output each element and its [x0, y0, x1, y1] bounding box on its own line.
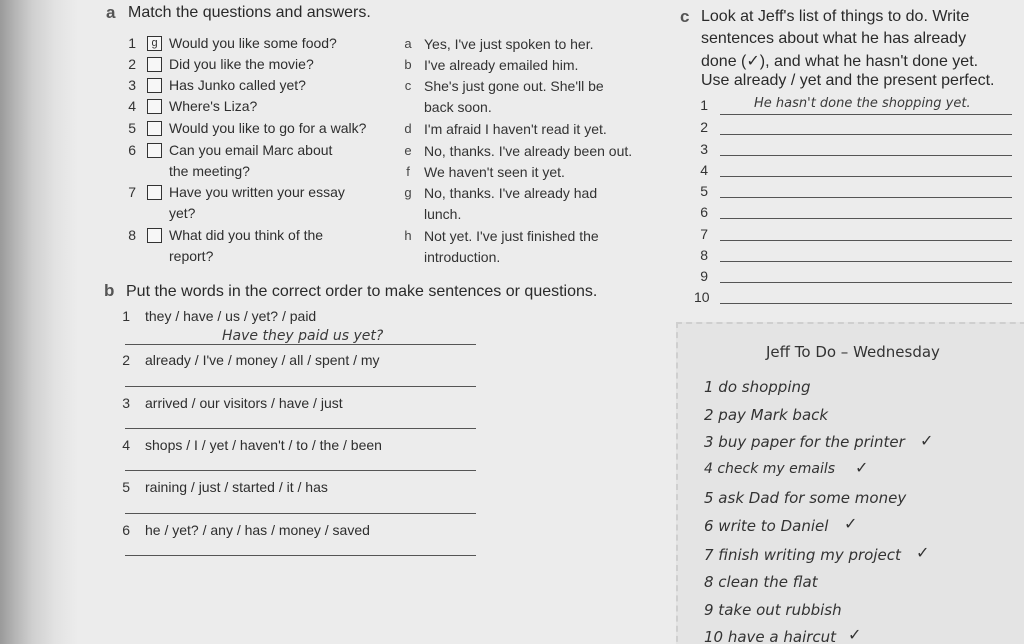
- section-c-letter: c: [680, 7, 690, 26]
- todo-item-10: 10 have a haircut: [704, 628, 837, 644]
- question-5-answer-box[interactable]: [147, 121, 162, 136]
- answer-g-text-line-2: lunch.: [424, 206, 462, 222]
- todo-item-3: 3 buy paper for the printer: [704, 433, 905, 451]
- section-c-title-line-3: done (✓), and what he hasn't done yet.: [701, 53, 979, 70]
- reorder-2-number: 2: [122, 352, 130, 368]
- question-3-answer-box[interactable]: [147, 78, 162, 93]
- answer-d-text: I'm afraid I haven't read it yet.: [424, 121, 607, 137]
- question-4-answer-box[interactable]: [147, 99, 162, 114]
- question-4-text: Where's Liza?: [169, 98, 258, 114]
- question-6-text-line-2: the meeting?: [169, 163, 250, 179]
- question-8-answer-box[interactable]: [147, 228, 162, 243]
- sentence-10-answer-line[interactable]: [720, 303, 1012, 304]
- sentence-1-number: 1: [700, 97, 708, 113]
- reorder-3-answer-line[interactable]: [125, 428, 476, 429]
- todo-item-4: 4 check my emails: [704, 461, 836, 477]
- section-a-letter: a: [106, 3, 116, 22]
- sentence-9-number: 9: [700, 268, 708, 284]
- reorder-4-prompt: shops / I / yet / haven't / to / the / been: [145, 437, 382, 453]
- sentence-2-answer-line[interactable]: [720, 134, 1012, 135]
- question-1-answer-box[interactable]: g: [147, 36, 162, 51]
- answer-f-text: We haven't seen it yet.: [424, 164, 565, 180]
- question-1-text: Would you like some food?: [169, 35, 337, 51]
- reorder-6-number: 6: [122, 522, 130, 538]
- question-7-number: 7: [128, 184, 136, 200]
- question-5-number: 5: [128, 120, 136, 136]
- answer-b-letter: b: [404, 57, 412, 72]
- question-3-number: 3: [128, 77, 136, 93]
- sentence-5-answer-line[interactable]: [720, 197, 1012, 198]
- question-8-text-line-1: What did you think of the: [169, 227, 324, 243]
- todo-item-10-check-icon: ✓: [848, 625, 862, 644]
- answer-h-text-line-1: Not yet. I've just finished the: [424, 228, 599, 244]
- book-spine-shadow: [0, 0, 78, 644]
- reorder-3-number: 3: [122, 395, 130, 411]
- todo-item-2: 2 pay Mark back: [704, 406, 829, 424]
- answer-g-text-line-1: No, thanks. I've already had: [424, 185, 598, 201]
- section-c-title-line-4: Use already / yet and the present perfect.: [701, 72, 995, 89]
- sentence-9-answer-line[interactable]: [720, 282, 1012, 283]
- question-7-answer-box[interactable]: [147, 185, 162, 200]
- question-8-text-line-2: report?: [169, 248, 214, 264]
- sentence-2-number: 2: [700, 119, 708, 135]
- reorder-3-prompt: arrived / our visitors / have / just: [145, 395, 343, 411]
- todo-item-4-check-icon: ✓: [855, 458, 869, 477]
- todo-item-7-check-icon: ✓: [916, 543, 930, 562]
- section-c-title-line-2: sentences about what he has already: [701, 30, 967, 47]
- reorder-6-prompt: he / yet? / any / has / money / saved: [145, 522, 370, 538]
- sentence-7-answer-line[interactable]: [720, 240, 1012, 241]
- reorder-5-answer-line[interactable]: [125, 513, 476, 514]
- todo-item-5: 5 ask Dad for some money: [704, 489, 907, 507]
- reorder-2-prompt: already / I've / money / all / spent / my: [145, 352, 380, 368]
- question-6-text-line-1: Can you email Marc about: [169, 142, 333, 158]
- question-6-number: 6: [128, 142, 136, 158]
- reorder-1-answer-line: [125, 344, 476, 345]
- todo-item-3-check-icon: ✓: [920, 431, 934, 450]
- answer-f-letter: f: [406, 164, 410, 179]
- answer-c-letter: c: [404, 78, 412, 93]
- answer-c-text-line-2: back soon.: [424, 99, 492, 115]
- todo-item-9: 9 take out rubbish: [704, 601, 842, 619]
- sentence-3-number: 3: [700, 141, 708, 157]
- reorder-4-number: 4: [122, 437, 130, 453]
- question-3-text: Has Junko called yet?: [169, 77, 306, 93]
- question-4-number: 4: [128, 98, 136, 114]
- reorder-4-answer-line[interactable]: [125, 470, 476, 471]
- todo-item-6-check-icon: ✓: [844, 514, 858, 533]
- sentence-7-number: 7: [700, 226, 708, 242]
- todo-item-6: 6 write to Daniel: [704, 517, 829, 535]
- sentence-10-number: 10: [694, 289, 710, 305]
- sentence-8-number: 8: [700, 247, 708, 263]
- question-2-number: 2: [128, 56, 136, 72]
- answer-e-letter: e: [404, 143, 412, 158]
- reorder-5-number: 5: [122, 479, 130, 495]
- answer-c-text-line-1: She's just gone out. She'll be: [424, 78, 604, 94]
- todo-item-7: 7 finish writing my project: [704, 546, 901, 564]
- section-c-title-line-1: Look at Jeff's list of things to do. Write: [701, 8, 970, 25]
- reorder-5-prompt: raining / just / started / it / has: [145, 479, 328, 495]
- sentence-5-number: 5: [700, 183, 708, 199]
- sentence-3-answer-line[interactable]: [720, 155, 1012, 156]
- answer-a-letter: a: [404, 36, 412, 51]
- answer-h-letter: h: [404, 228, 412, 243]
- sentence-1-answer[interactable]: He hasn't done the shopping yet.: [754, 96, 971, 111]
- todo-note-title: Jeff To Do – Wednesday: [766, 343, 940, 361]
- reorder-2-answer-line[interactable]: [125, 386, 476, 387]
- todo-item-8: 8 clean the flat: [704, 573, 818, 591]
- section-b-letter: b: [104, 281, 115, 300]
- sentence-6-number: 6: [700, 204, 708, 220]
- question-1-number: 1: [128, 35, 136, 51]
- question-2-text: Did you like the movie?: [169, 56, 314, 72]
- sentence-6-answer-line[interactable]: [720, 218, 1012, 219]
- jeff-todo-note: [676, 322, 1024, 644]
- question-6-answer-box[interactable]: [147, 143, 162, 158]
- todo-item-1: 1 do shopping: [704, 378, 811, 396]
- reorder-1-number: 1: [122, 308, 130, 324]
- section-b-title: Put the words in the correct order to make sentences or questions.: [126, 283, 598, 300]
- answer-b-text: I've already emailed him.: [424, 57, 579, 73]
- answer-h-text-line-2: introduction.: [424, 249, 501, 265]
- sentence-4-answer-line[interactable]: [720, 176, 1012, 177]
- answer-e-text: No, thanks. I've already been out.: [424, 143, 633, 159]
- sentence-4-number: 4: [700, 162, 708, 178]
- answer-d-letter: d: [404, 121, 412, 136]
- answer-a-text: Yes, I've just spoken to her.: [424, 36, 594, 52]
- question-8-number: 8: [128, 227, 136, 243]
- reorder-1-prompt: they / have / us / yet? / paid: [145, 308, 317, 324]
- reorder-1-answer[interactable]: Have they paid us yet?: [222, 328, 384, 344]
- section-a-title: Match the questions and answers.: [128, 4, 371, 21]
- sentence-8-answer-line[interactable]: [720, 261, 1012, 262]
- question-7-text-line-1: Have you written your essay: [169, 184, 345, 200]
- question-5-text: Would you like to go for a walk?: [169, 120, 367, 136]
- answer-g-letter: g: [404, 185, 412, 200]
- question-7-text-line-2: yet?: [169, 205, 196, 221]
- question-2-answer-box[interactable]: [147, 57, 162, 72]
- reorder-6-answer-line[interactable]: [125, 555, 476, 556]
- sentence-1-answer-line: [720, 114, 1012, 115]
